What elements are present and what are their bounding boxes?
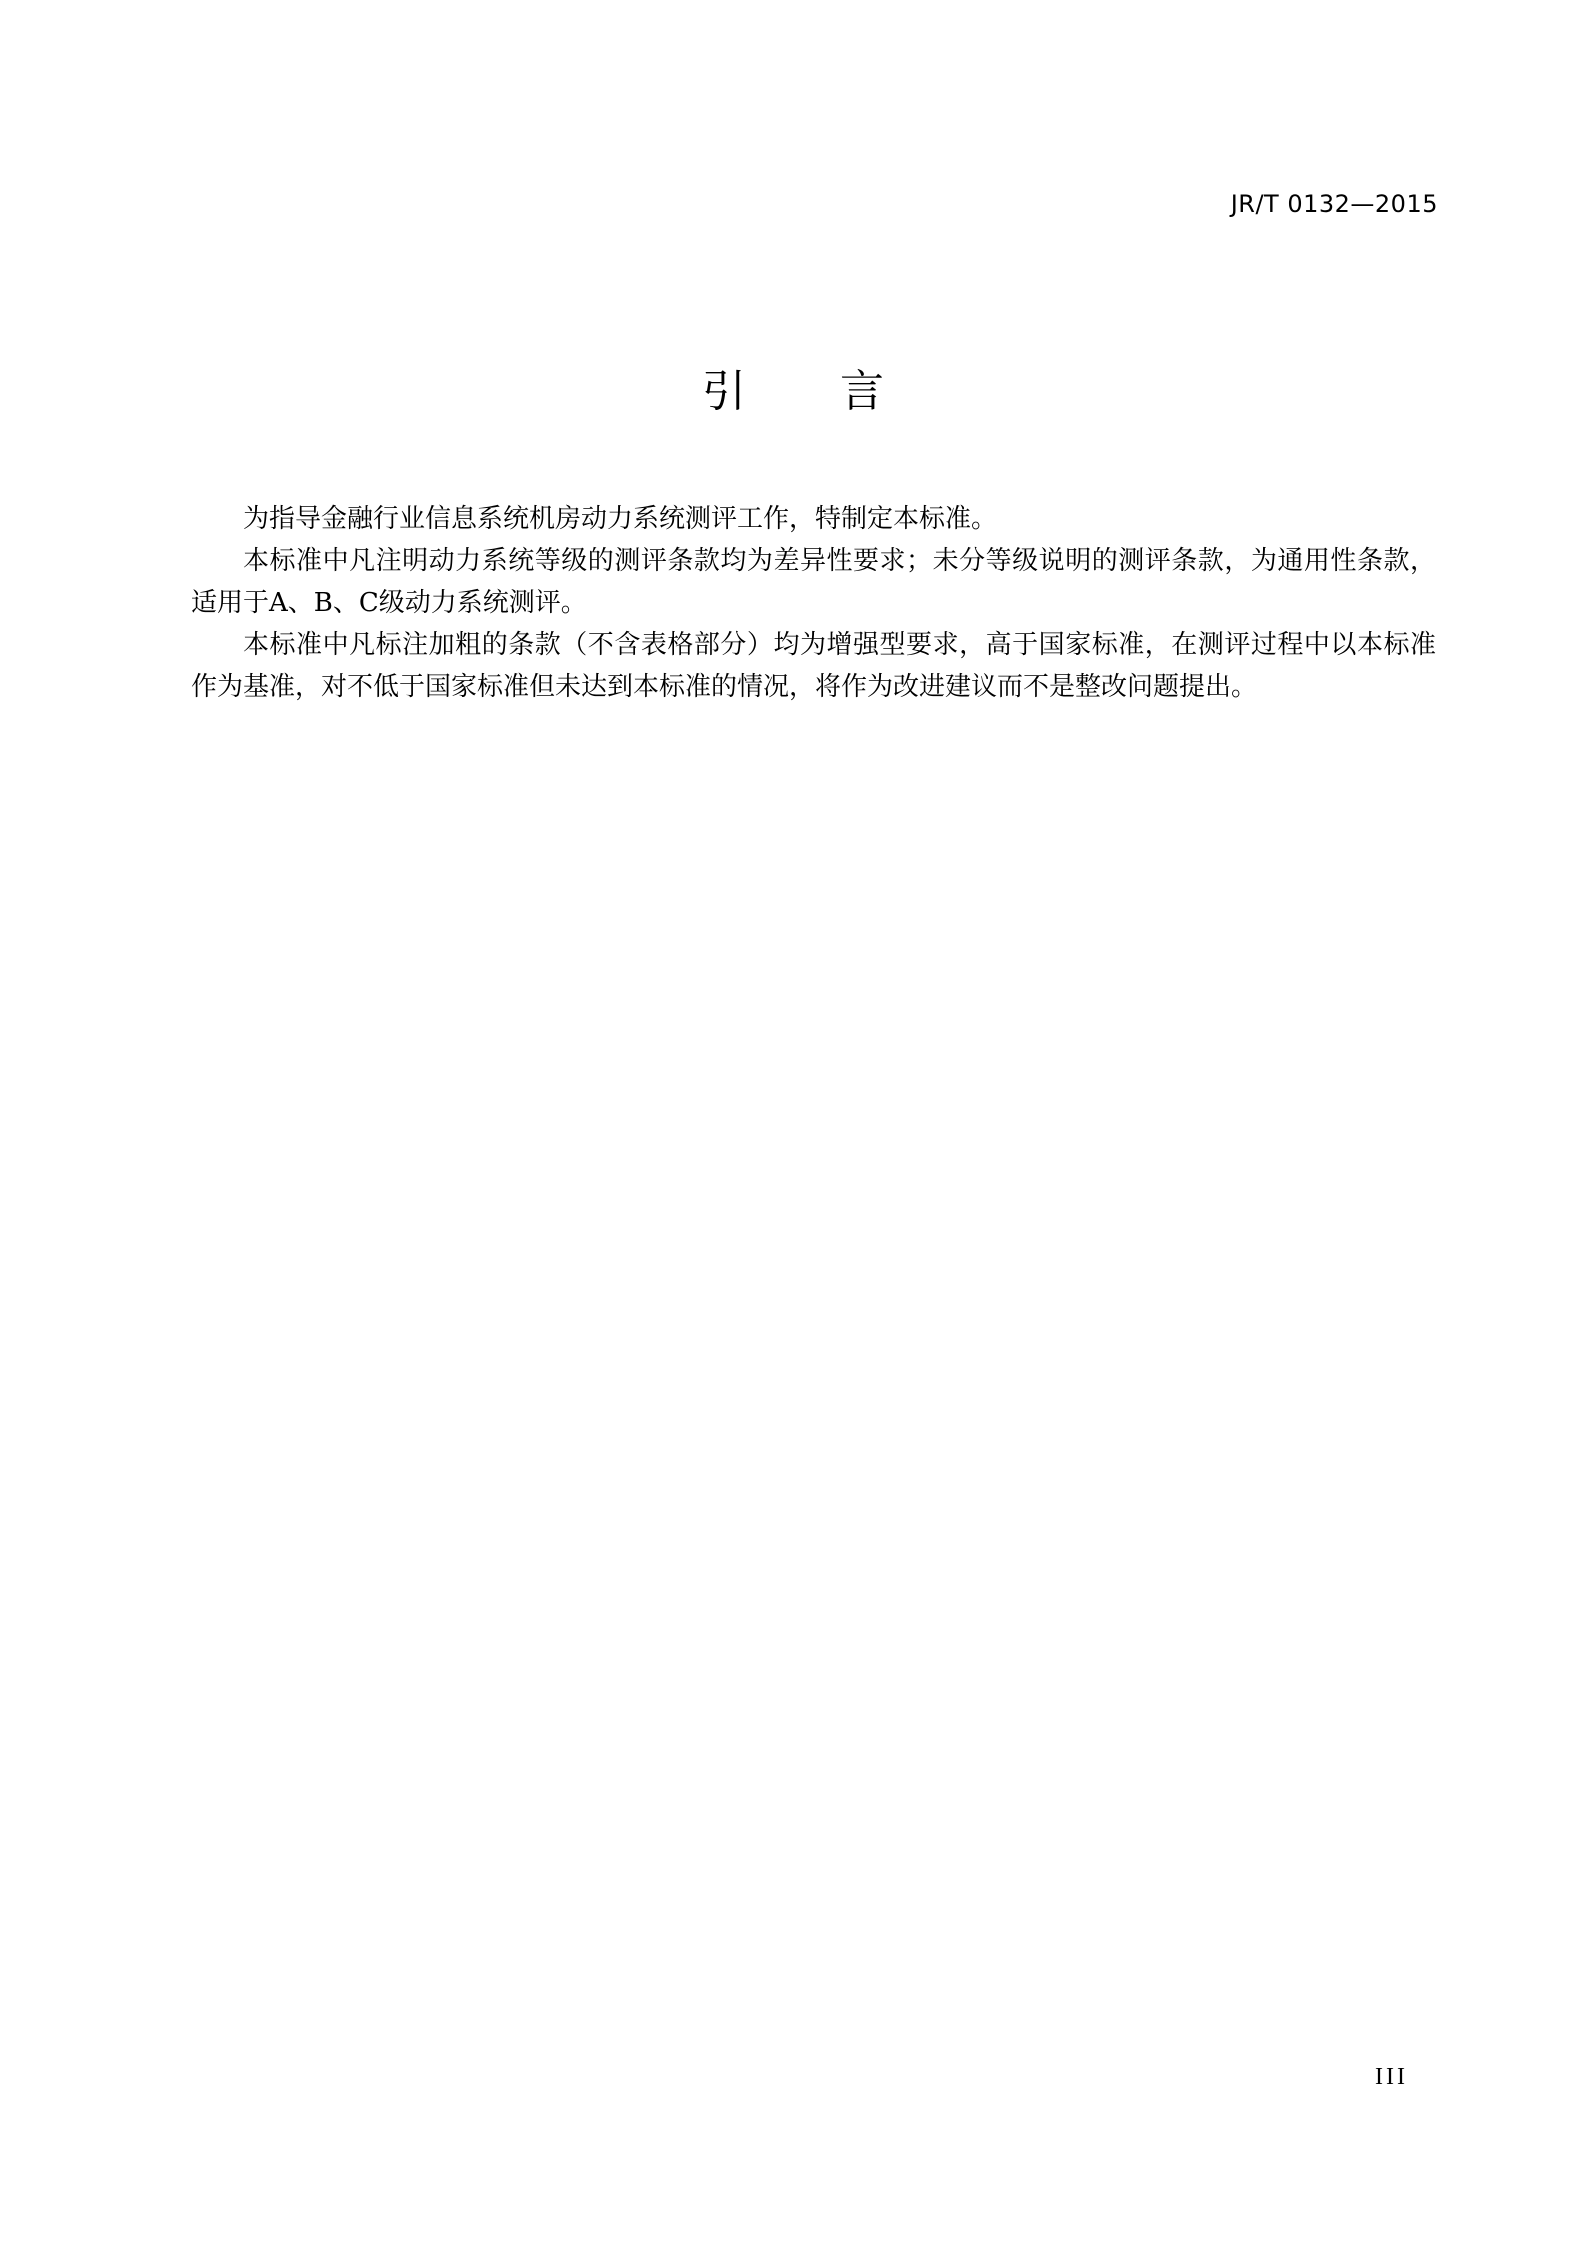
body-text: [191, 498, 1436, 708]
section-title: 引言: [702, 366, 978, 417]
page-number: III: [1375, 2064, 1408, 2090]
paragraph-1: 为指导金融行业信息系统机房动力系统测评工作，特制定本标准。: [243, 504, 998, 534]
paragraph-2: 本标准中凡注明动力系统等级的测评条款均为差异性要求；未分等级说明的测评条款，为通用性条款，适用于A、B、C级动力系统测评。: [191, 546, 1436, 618]
document-code: JR/T 0132—2015: [1230, 190, 1438, 218]
paragraph-3: 本标准中凡标注加粗的条款（不含表格部分）均为增强型要求，高于国家标准，在测评过程中以本标准作为基准，对不低于国家标准但未达到本标准的情况，将作为改进建议而不是整改问题提出。: [191, 630, 1436, 702]
